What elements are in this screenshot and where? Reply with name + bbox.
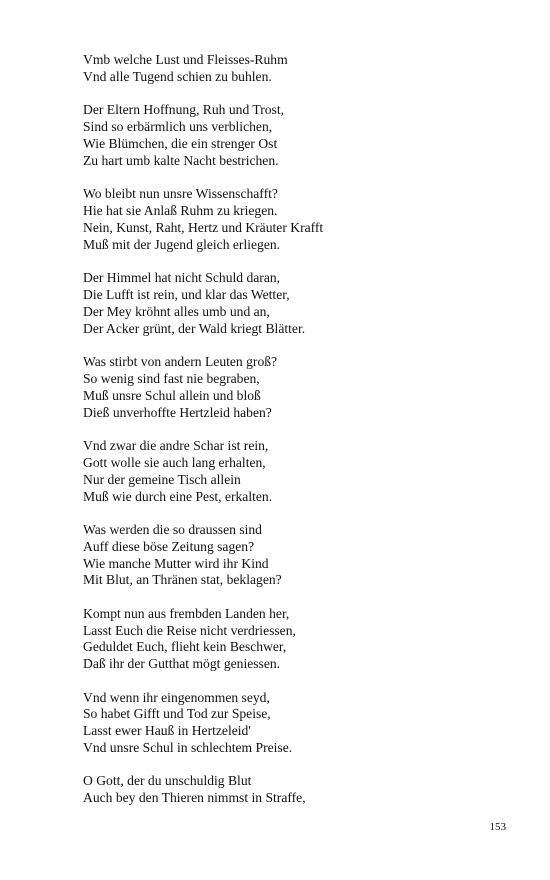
verse-line: Auch bey den Thieren nimmst in Straffe, — [83, 790, 306, 806]
verse-line: Muß mit der Jugend gleich erliegen. — [83, 236, 281, 252]
stanza — [83, 606, 513, 674]
verse-line: Was stirbt von andern Leuten groß? — [83, 353, 278, 369]
stanza — [83, 52, 513, 86]
verse-line: So habet Gifft und Tod zur Speise, — [83, 706, 271, 722]
verse-line: Lasst ewer Hauß in Hertzeleid' — [83, 723, 251, 739]
verse-line: Muß unsre Schul allein und bloß — [83, 387, 261, 403]
verse-line: Der Himmel hat nicht Schuld daran, — [83, 269, 281, 285]
stanza — [83, 270, 513, 338]
verse-line: Der Eltern Hoffnung, Ruh und Trost, — [83, 102, 285, 118]
stanza — [83, 773, 513, 807]
verse-line: Zu hart umb kalte Nacht bestrichen. — [83, 152, 279, 168]
verse-line: Was werden die so draussen sind — [83, 521, 262, 537]
verse-line: Dieß unverhoffte Hertzleid haben? — [83, 404, 272, 420]
verse-line: Sind so erbärmlich uns verblichen, — [83, 119, 273, 135]
verse-line: Muß wie durch eine Pest, erkalten. — [83, 488, 273, 504]
verse-line: Wo bleibt nun unsre Wissenschafft? — [83, 186, 278, 202]
verse-line: Der Mey kröhnt alles umb und an, — [83, 303, 270, 319]
verse-line: So wenig sind fast nie begraben, — [83, 370, 260, 386]
verse-line: Vnd wenn ihr eingenommen seyd, — [83, 689, 270, 705]
verse-line: Hie hat sie Anlaß Ruhm zu kriegen. — [83, 202, 278, 218]
stanza — [83, 438, 513, 506]
verse-line: Die Lufft ist rein, und klar das Wetter, — [83, 286, 290, 302]
stanza — [83, 354, 513, 422]
stanza — [83, 186, 513, 254]
verse-line: Wie Blümchen, die ein strenger Ost — [83, 135, 278, 151]
stanza — [83, 102, 513, 170]
verse-line: Wie manche Mutter wird ihr Kind — [83, 555, 269, 571]
verse-line: Nur der gemeine Tisch allein — [83, 471, 241, 487]
verse-line: Kompt nun aus frembden Landen her, — [83, 605, 290, 621]
verse-line: Vnd alle Tugend schien zu buhlen. — [83, 68, 272, 84]
stanza — [83, 690, 513, 758]
verse-line: Vnd zwar die andre Schar ist rein, — [83, 437, 269, 453]
verse-line: Vmb welche Lust und Fleisses-Ruhm — [83, 52, 288, 67]
verse-line: Mit Blut, an Thränen stat, beklagen? — [83, 572, 282, 588]
verse-line: Vnd unsre Schul in schlechtem Preise. — [83, 740, 293, 756]
verse-line: Der Acker grünt, der Wald kriegt Blätter. — [83, 320, 306, 336]
verse-line: Gott wolle sie auch lang erhalten, — [83, 454, 266, 470]
verse-line: Daß ihr der Gutthat mögt geniessen. — [83, 656, 281, 672]
verse-line: Geduldet Euch, flieht kein Beschwer, — [83, 639, 287, 655]
poem-body — [83, 52, 513, 824]
page-number: 153 — [489, 821, 506, 833]
verse-line: Lasst Euch die Reise nicht verdriessen, — [83, 622, 296, 638]
verse-line: O Gott, der du unschuldig Blut — [83, 773, 252, 789]
verse-line: Nein, Kunst, Raht, Hertz und Kräuter Krafft — [83, 219, 324, 235]
stanza — [83, 522, 513, 590]
verse-line: Auff diese böse Zeitung sagen? — [83, 538, 255, 554]
